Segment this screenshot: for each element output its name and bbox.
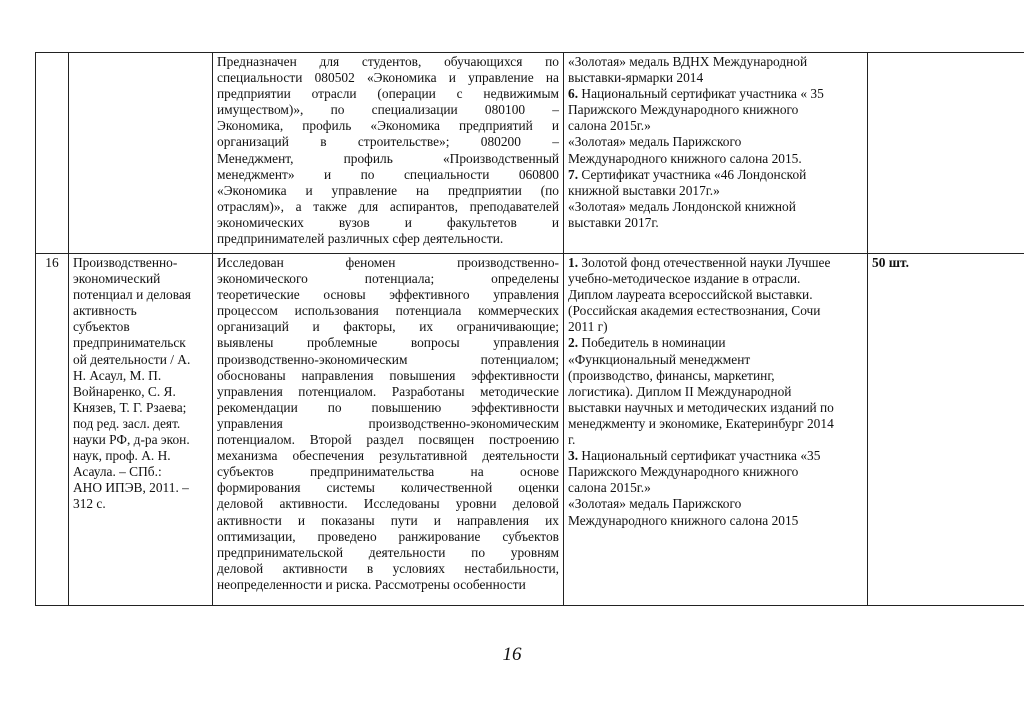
award-text: Золотой фонд отечественной науки Лучшее <box>578 255 831 270</box>
award-line <box>568 384 863 400</box>
award-line <box>568 287 863 303</box>
award-text: (Российская академия естествознания, Сочи <box>568 303 821 319</box>
award-text: «Золотая» медаль Парижского <box>568 134 742 150</box>
title-line: субъектов <box>73 319 130 335</box>
award-text: «Золотая» медаль Лондонской книжной <box>568 198 796 214</box>
award-text: «Золотая» медаль Парижского <box>568 496 742 512</box>
description-line: «Экономика и управление на предприятии (по <box>217 182 559 198</box>
description-line: экономических вузов и факультетов и <box>217 214 559 230</box>
row-number-cell <box>36 53 69 254</box>
award-line <box>568 70 863 86</box>
award-number: 3. <box>568 448 579 464</box>
title-line: потенциал и деловая <box>73 287 191 303</box>
award-line <box>568 448 863 464</box>
award-line <box>568 368 863 384</box>
description-line: менеджмент» и по специальности 060800 <box>217 166 559 182</box>
award-text: 2011 г) <box>568 319 608 335</box>
award-line <box>568 134 863 150</box>
award-text: менеджменту и экономике, Екатеринбург 2014 <box>568 415 834 431</box>
title-line: Войнаренко, С. Я. <box>73 383 176 399</box>
description-line: процессом использования потенциала коммерческих <box>217 303 559 319</box>
table-row <box>36 254 1024 606</box>
description-line: предпринимателей различных сфер деятельности. <box>217 231 504 247</box>
quantity-cell <box>868 53 1024 254</box>
page-number: 16 <box>502 644 522 665</box>
description-line: рекомендации по повышению эффективности <box>217 399 559 415</box>
row-number-cell: 16 <box>36 254 69 606</box>
title-line: под ред. засл. деят. <box>73 415 181 431</box>
award-line <box>568 432 863 448</box>
award-line <box>568 352 863 368</box>
award-text: Национальный сертификат участника « 35 <box>578 86 824 102</box>
description-line: управления потенциалом. Разработаны методические <box>217 383 559 399</box>
description-line: имуществом)», по специализации 080100 – <box>217 102 559 118</box>
description-line: предприятии отрасли (операции с недвижимым <box>217 86 559 102</box>
description-line: предпринимательской деятельности по уровням <box>217 544 559 560</box>
description-line: субъектов предпринимательства на основе <box>217 464 559 480</box>
award-line <box>568 400 863 416</box>
title-line: наук, проф. А. Н. <box>73 448 171 464</box>
award-text: Международного книжного салона 2015. <box>568 150 802 166</box>
award-line <box>568 255 863 271</box>
award-text: логистика). Диплом II Международной <box>568 383 792 399</box>
description-line: формирования системы количественной оценки <box>217 480 559 496</box>
award-text: «Золотая» медаль ВДНХ Международной <box>568 54 808 69</box>
description-line: организаций и факторы, их ограничивающие; <box>217 319 559 335</box>
award-line <box>568 102 863 118</box>
table-row <box>36 53 1024 254</box>
award-line <box>568 54 863 70</box>
award-line <box>568 496 863 512</box>
description-line: выявлены проблемные вопросы управления <box>217 335 559 351</box>
description-cell <box>213 53 564 254</box>
award-text: книжной выставки 2017г.» <box>568 182 720 198</box>
title-line: активность <box>73 303 137 319</box>
award-text: салона 2015г.» <box>568 118 651 134</box>
award-text: «Функциональный менеджмент <box>568 351 751 367</box>
description-line: отраслям)», а также для аспирантов, преподавателей <box>217 198 559 214</box>
description-line: управления производственно-экономическим <box>217 415 559 431</box>
award-number: 7. <box>568 166 579 182</box>
award-line <box>568 335 863 351</box>
award-text: выставки 2017г. <box>568 214 659 230</box>
description-line: деловой активности. Исследованы уровни деловой <box>217 496 559 512</box>
award-line <box>568 199 863 215</box>
award-text: (производство, финансы, маркетинг, <box>568 367 775 383</box>
title-line: ой деятельности / А. <box>73 351 191 367</box>
award-line <box>568 151 863 167</box>
quantity-cell <box>868 254 1024 606</box>
award-text: Диплом лауреата всероссийской выставки. <box>568 287 813 303</box>
title-line: 312 с. <box>73 496 106 512</box>
title-line: предпринимательск <box>73 335 186 351</box>
description-line: теоретические основы эффективного управления <box>217 287 559 303</box>
title-line: Асаула. – СПб.: <box>73 464 162 480</box>
description-line: механизма обеспечения результативной деятельности <box>217 448 559 464</box>
description-line: обоснованы направления повышения эффективности <box>217 367 559 383</box>
description-line: активности и показаны пути и направления их <box>217 512 559 528</box>
description-line: специальности 080502 «Экономика и управление на <box>217 70 559 86</box>
award-number: 2. <box>568 335 579 351</box>
award-text: выставки научных и методических изданий по <box>568 399 834 415</box>
award-line <box>568 480 863 496</box>
award-text: Победитель в номинации <box>578 335 726 351</box>
award-text: г. <box>568 432 576 448</box>
title-line: Производственно- <box>73 255 178 270</box>
description-line: Экономика, профиль «Экономика предприятий и <box>217 118 559 134</box>
award-number: 1. <box>568 255 579 270</box>
award-line <box>568 416 863 432</box>
award-text: выставки-ярмарки 2014 <box>568 70 704 86</box>
award-line <box>568 303 863 319</box>
title-line: АНО ИПЭВ, 2011. – <box>73 480 189 496</box>
award-line <box>568 319 863 335</box>
title-line: Князев, Т. Г. Рзаева; <box>73 399 187 415</box>
award-text: Парижского Международного книжного <box>568 102 799 118</box>
description-line: неопределенности и риска. Рассмотрены особенности <box>217 576 526 592</box>
award-line <box>568 215 863 231</box>
description-line: Менеджмент, профиль «Производственный <box>217 150 559 166</box>
award-text: Национальный сертификат участника «35 <box>578 448 821 464</box>
award-text: Международного книжного салона 2015 <box>568 512 799 528</box>
title-line: экономический <box>73 271 161 287</box>
award-line <box>568 118 863 134</box>
publication-title-cell <box>69 254 213 606</box>
title-line: Н. Асаул, М. П. <box>73 367 162 383</box>
description-line: производственно-экономическим потенциалом; <box>217 351 559 367</box>
award-line <box>568 183 863 199</box>
awards-cell <box>564 53 868 254</box>
title-line: науки РФ, д-ра экон. <box>73 432 190 448</box>
description-line: организаций в строительстве»; 080200 – <box>217 134 559 150</box>
award-text: учебно-методическое издание в отрасли. <box>568 271 801 287</box>
description-line: деловой активности в условиях нестабильности, <box>217 560 559 576</box>
quantity-value: 50 шт. <box>872 255 909 270</box>
description-cell <box>213 254 564 606</box>
description-line: потенциалом. Второй раздел посвящен построению <box>217 432 559 448</box>
award-line <box>568 513 863 529</box>
award-text: салона 2015г.» <box>568 480 651 496</box>
award-text: Парижского Международного книжного <box>568 464 799 480</box>
description-line: Предназначен для студентов, обучающихся по <box>217 54 559 69</box>
publications-table <box>35 52 1024 606</box>
description-line: оптимизации, проведено ранжирование субъектов <box>217 528 559 544</box>
award-line <box>568 167 863 183</box>
description-line: Исследован феномен производственно- <box>217 255 559 270</box>
award-line <box>568 271 863 287</box>
award-line <box>568 464 863 480</box>
award-number: 6. <box>568 86 579 102</box>
description-line: экономического потенциала; определены <box>217 271 559 287</box>
award-text: Сертификат участника «46 Лондонской <box>578 166 807 182</box>
publication-title-cell <box>69 53 213 254</box>
awards-cell <box>564 254 868 606</box>
award-line <box>568 86 863 102</box>
